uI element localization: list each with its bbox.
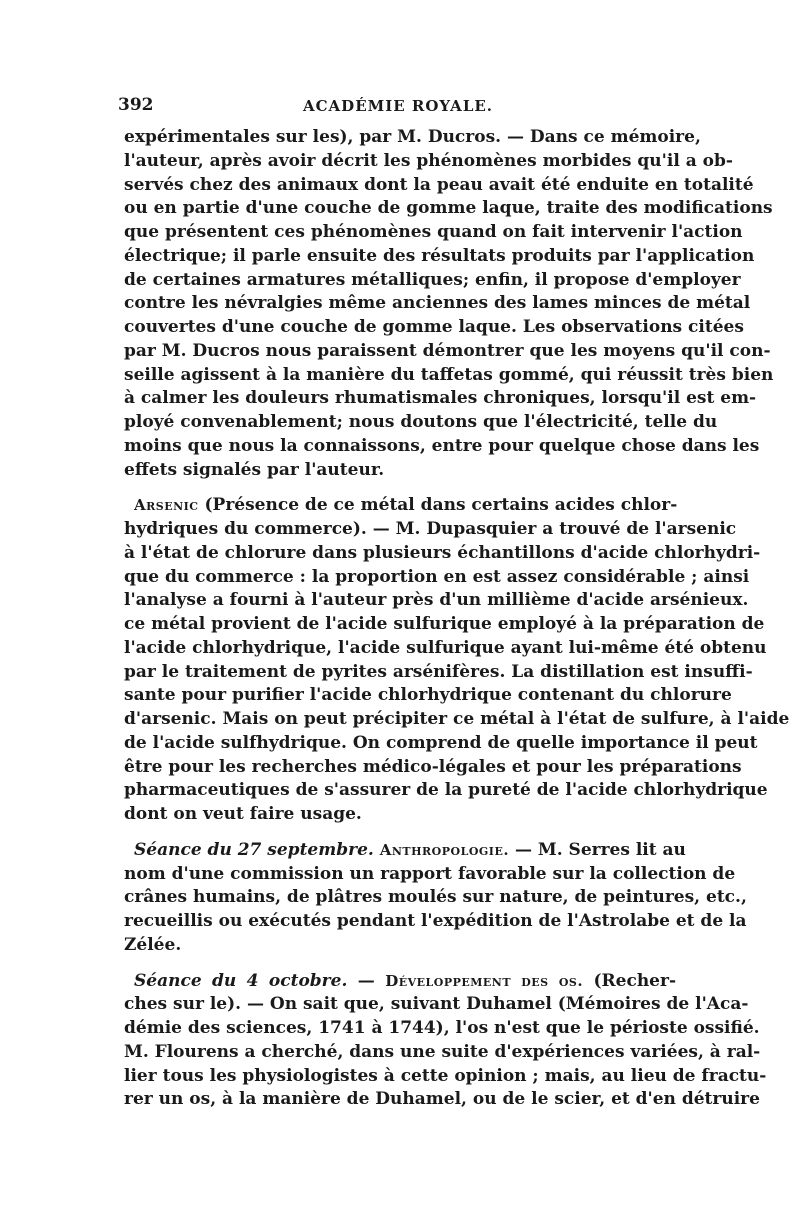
text-line bbox=[124, 494, 676, 518]
text-line: l'acide chlorhydrique, l'acide sulfurique ayant lui-même été obtenu bbox=[124, 637, 767, 658]
paragraph-os bbox=[124, 970, 767, 1113]
text-line: crânes humains, de plâtres moulés sur nature, de peintures, etc., bbox=[124, 887, 747, 908]
paragraph-anthropologie bbox=[124, 839, 747, 958]
text-line: que présentent ces phénomènes quand on fait intervenir l'action bbox=[124, 222, 743, 242]
text-line: seille agissent à la manière du taffetas gommé, qui réussit très bien bbox=[124, 364, 774, 385]
text-run: (Présence de ce métal dans certains acides chlor- bbox=[198, 495, 678, 516]
session-date: Séance du 27 septembre. bbox=[134, 839, 374, 860]
text-line: électrique; il parle ensuite des résultats produits par l'application bbox=[124, 245, 755, 266]
text-line: par le traitement de pyrites arsénifères. La distillation est insuffi- bbox=[124, 661, 753, 682]
body-text bbox=[124, 126, 790, 1112]
text-line: d'arsenic. Mais on peut précipiter ce métal à l'état de sulfure, à l'aide bbox=[124, 709, 790, 729]
text-line: lier tous les physiologistes à cette opinion ; mais, au lieu de fractu- bbox=[124, 1065, 767, 1086]
text-line: sante pour purifier l'acide chlorhydrique contenant du chlorure bbox=[124, 685, 732, 706]
text-line: l'auteur, après avoir décrit les phénomènes morbides qu'il a ob- bbox=[124, 150, 733, 171]
text-line: ou en partie d'une couche de gomme laque, traite des modifications bbox=[124, 198, 773, 219]
text-line: de l'acide sulfhydrique. On comprend de quelle importance il peut bbox=[124, 732, 758, 753]
text-line: que du commerce : la proportion en est assez considérable ; ainsi bbox=[124, 566, 750, 587]
text-line: effets signalés par l'auteur. bbox=[124, 459, 385, 480]
paragraph-arsenic bbox=[124, 494, 790, 827]
text-line: par M. Ducros nous paraissent démontrer que les moyens qu'il con- bbox=[124, 340, 771, 361]
text-line: être pour les recherches médico-légales et pour les préparations bbox=[124, 756, 742, 777]
text-line: servés chez des animaux dont la peau avait été enduite en totalité bbox=[124, 174, 754, 195]
page-header bbox=[118, 95, 678, 119]
text-line: contre les névralgies même anciennes des lames minces de métal bbox=[124, 293, 751, 314]
page-number: 392 bbox=[118, 95, 154, 115]
text-line: rer un os, à la manière de Duhamel, ou de le scier, et d'en détruire bbox=[124, 1089, 760, 1110]
text-run: (Recher- bbox=[583, 970, 677, 991]
text-line: démie des sciences, 1741 à 1744), l'os n'est que le périoste ossifié. bbox=[124, 1018, 760, 1038]
text-line bbox=[124, 839, 686, 863]
text-line: pharmaceutiques de s'assurer de la pureté de l'acide chlorhydrique bbox=[124, 780, 768, 801]
text-line: hydriques du commerce). — M. Dupasquier a trouvé de l'arsenic bbox=[124, 519, 737, 539]
text-line bbox=[124, 970, 676, 994]
text-line: M. Flourens a cherché, dans une suite d'expériences variées, à ral- bbox=[124, 1041, 761, 1062]
text-line: de certaines armatures métalliques; enfin, il propose d'employer bbox=[124, 269, 741, 290]
text-line: nom d'une commission un rapport favorable sur la collection de bbox=[124, 863, 736, 884]
text-line: recueillis ou exécutés pendant l'expédition de l'Astrolabe et de la bbox=[124, 911, 747, 931]
session-date: Séance du 4 octobre. bbox=[134, 970, 348, 991]
text-line: ployé convenablement; nous doutons que l'électricité, telle du bbox=[124, 412, 718, 432]
text-line: moins que nous la connaissons, entre pour quelque chose dans les bbox=[124, 435, 760, 456]
paragraph-ducros bbox=[124, 126, 774, 482]
text-line: couvertes d'une couche de gomme laque. Les observations citées bbox=[124, 317, 744, 337]
text-run: — M. Serres lit au bbox=[509, 839, 686, 860]
text-line: à l'état de chlorure dans plusieurs échantillons d'acide chlorhydri- bbox=[124, 542, 761, 563]
text-run: — bbox=[347, 970, 386, 991]
text-line: dont on veut faire usage. bbox=[124, 804, 362, 824]
section-heading-os: Développement des os. bbox=[385, 971, 584, 990]
text-line: expérimentales sur les), par M. Ducros. — Dans ce mémoire, bbox=[124, 127, 701, 147]
section-heading-anthropologie: Anthropologie. bbox=[379, 840, 510, 859]
text-line: Zélée. bbox=[124, 934, 182, 955]
text-line: ce métal provient de l'acide sulfurique employé à la préparation de bbox=[124, 614, 765, 634]
text-line: l'analyse a fourni à l'auteur près d'un millième d'acide arsénieux. bbox=[124, 590, 749, 611]
text-line: à calmer les douleurs rhumatismales chroniques, lorsqu'il est em- bbox=[124, 388, 757, 409]
section-heading-arsenic: Arsenic bbox=[134, 496, 199, 515]
text-line: ches sur le). — On sait que, suivant Duhamel (Mémoires de l'Aca- bbox=[124, 994, 749, 1015]
running-head: ACADÉMIE ROYALE. bbox=[302, 97, 494, 115]
